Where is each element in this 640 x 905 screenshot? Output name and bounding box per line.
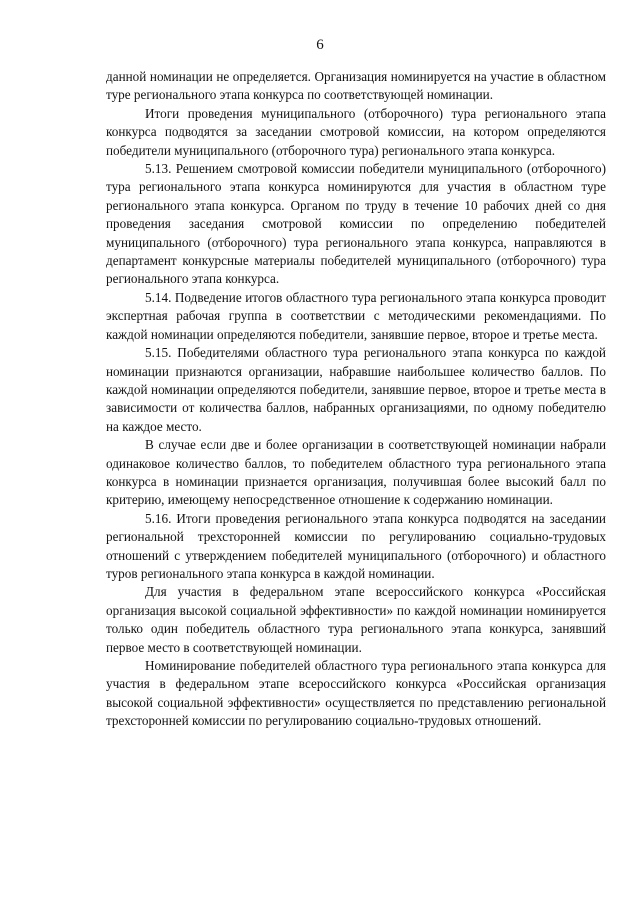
paragraph-municipal-results: Итоги проведения муниципального (отборочного) тура регионального этапа конкурса подводятся за заседании смотровой комиссии, на котором определяются победители муниципального (отборочного тура) регионального этапа конкурса. <box>106 105 606 158</box>
paragraph-federal-stage: Для участия в федеральном этапе всероссийского конкурса «Российская организация высокой социальной эффективности» по каждой номинации номинируется только один победитель областного тура регионального этапа конкурса, занявший первое место в соответствующей номинации. <box>106 584 606 655</box>
document-body <box>106 68 606 731</box>
paragraph-equal-points: В случае если две и более организации в соответствующей номинации набрали одинаковое количество баллов, то победителем областного тура регионального этапа конкурса в номинации признается организация, получившая более высокий балл по критерию, имеющему непосредственное отношение к содержанию номинации. <box>106 437 606 508</box>
paragraph-5-16: 5.16. Итоги проведения регионального этапа конкурса подводятся на заседании региональной трехсторонней комиссии по регулированию социально-трудовых отношений с утверждением победителей муниципального (отборочного) и областного туров регионального этапа конкурса в каждой номинации. <box>106 510 606 581</box>
paragraph-5-15: 5.15. Победителями областного тура регионального этапа конкурса по каждой номинации признаются организации, набравшие наибольшее количество баллов. По каждой номинации определяются победители, занявшие первое, второе и третье места в зависимости от количества баллов, набранных организациями, по одному победителю на каждое место. <box>106 345 606 434</box>
page-number: 6 <box>316 37 324 53</box>
paragraph-5-13: 5.13. Решением смотровой комиссии победители муниципального (отборочного) тура регионального этапа конкурса номинируются для участия в областном туре регионального этапа конкурса. Органом по труду в течение 10 рабочих дней со дня проведения заседания смотровой комиссии по определению победителей муниципального (отборочного) тура регионального этапа конкурса, направляются в департамент конкурсные материалы победителей муниципального (отборочного) тура регионального этапа конкурса. <box>106 161 606 287</box>
paragraph-5-14: 5.14. Подведение итогов областного тура регионального этапа конкурса проводит экспертная рабочая группа в соответствии с методическими рекомендациями. По каждой номинации определяются победители, занявшие первое, второе и третье места. <box>106 289 606 342</box>
paragraph-nomination-winners: Номинирование победителей областного тура регионального этапа конкурса для участия в федеральном этапе всероссийского конкурса «Российская организация высокой социальной эффективности» осуществляется по представлению региональной трехсторонней комиссии по регулированию социально-трудовых отношений. <box>106 658 606 729</box>
paragraph-continuation: данной номинации не определяется. Организация номинируется на участие в областном туре регионального этапа конкурса по соответствующей номинации. <box>106 69 606 103</box>
